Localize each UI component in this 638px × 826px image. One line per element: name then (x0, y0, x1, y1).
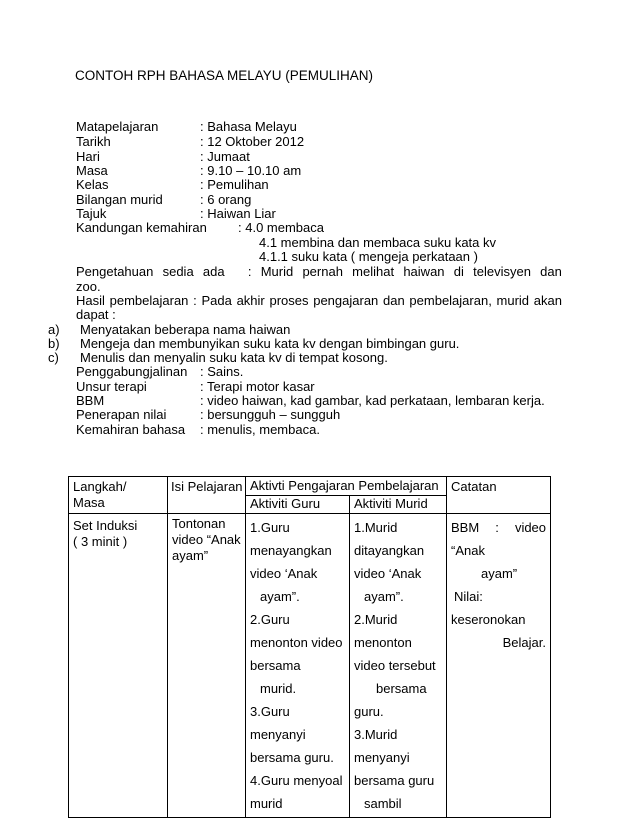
word: akan (533, 293, 562, 308)
word: : (193, 293, 197, 308)
info-label-unsur-terapi: Unsur terapi (76, 379, 147, 394)
word: : (495, 520, 499, 535)
info-label-penerapan-nilai: Penerapan nilai (76, 407, 167, 422)
word: haiwan (403, 264, 445, 279)
info-label-matapelajaran: Matapelajaran (76, 119, 159, 134)
cell-line: video tersebut (354, 658, 436, 673)
info-label-tarikh: Tarikh (76, 134, 111, 149)
info-label-penggabungjalinan: Penggabungjalinan (76, 364, 188, 379)
kandungan-sub1: 4.1 membina dan membaca suku kata kv (259, 235, 497, 250)
cell-aktiviti-guru (246, 514, 350, 818)
cell-line: “Anak (451, 543, 485, 558)
list-item: Menyatakan beberapa nama haiwan (80, 322, 291, 337)
cell-line: ayam” (172, 548, 209, 563)
word: pembelajaran (109, 293, 189, 308)
info-value-matapelajaran: : Bahasa Melayu (200, 119, 297, 134)
word: video (514, 520, 547, 535)
cell-line: menyanyi (354, 750, 410, 765)
word: Murid (260, 264, 294, 279)
header-langkah-line: Langkah/ (73, 479, 127, 494)
cell-line: video ‘Anak (354, 566, 422, 581)
cell-line: bersama (376, 681, 427, 696)
cell-line: murid (250, 796, 283, 811)
cell-line: sambil (364, 796, 402, 811)
cell-line: Set Induksi (73, 518, 138, 533)
info-value-masa: : 9.10 – 10.10 am (200, 163, 302, 178)
word: pembelajaran, (409, 293, 492, 308)
list-item: Menulis dan menyalin suku kata kv di tempat kosong. (80, 350, 388, 365)
cell-langkah (69, 514, 168, 818)
header-isi: Isi Pelajaran (168, 477, 246, 514)
cell-line: ( 3 minit ) (73, 534, 128, 549)
cell-line: menayangkan (250, 543, 332, 558)
cell-line: video “Anak (172, 532, 241, 547)
word: murid (496, 293, 530, 308)
cell-line: menonton (354, 635, 412, 650)
kandungan-label: Kandungan kemahiran (76, 220, 207, 235)
header-aktiviti: Aktivti Pengajaran Pembelajaran (246, 477, 447, 496)
header-langkah (69, 477, 168, 514)
list-marker: c) (48, 350, 59, 365)
info-label-masa: Masa (76, 163, 108, 178)
cell-catatan (447, 514, 551, 818)
word: melihat (352, 264, 395, 279)
header-langkah-line: Masa (73, 495, 105, 510)
word: pengajaran (313, 293, 379, 308)
word: di (453, 264, 464, 279)
pengetahuan-line (76, 264, 562, 279)
cell-line: 1.Guru (250, 520, 290, 535)
list-item: Mengeja dan membunyikan suku kata kv dengan bimbingan guru. (80, 336, 460, 351)
word: pernah (302, 264, 343, 279)
word: Hasil (76, 293, 105, 308)
cell-line: ditayangkan (354, 543, 425, 558)
cell-line: bersama guru. (250, 750, 334, 765)
cell-line: ayam”. (260, 589, 300, 604)
info-value-unsur-terapi: : Terapi motor kasar (200, 379, 315, 394)
cell-line: bersama (250, 658, 301, 673)
lesson-table (68, 476, 551, 818)
header-aktiviti-murid: Aktiviti Murid (350, 496, 447, 514)
word: Pengetahuan (76, 264, 154, 279)
hasil-line2: dapat : (76, 307, 116, 322)
list-marker: b) (48, 336, 60, 351)
info-value-tajuk: : Haiwan Liar (200, 206, 276, 221)
header-aktiviti-guru: Aktiviti Guru (246, 496, 350, 514)
info-value-bilangan-murid: : 6 orang (200, 192, 252, 207)
table-row (69, 514, 551, 818)
info-value-kemahiran-bahasa: : menulis, membaca. (200, 422, 320, 437)
cell-line: ayam”. (364, 589, 404, 604)
info-label-bilangan-murid: Bilangan murid (76, 192, 163, 207)
cell-line: Belajar. (502, 635, 547, 650)
table-header-row (69, 477, 551, 496)
info-label-kemahiran-bahasa: Kemahiran bahasa (76, 422, 186, 437)
word: dan (540, 264, 562, 279)
word: akhir (236, 293, 265, 308)
info-label-bbm: BBM (76, 393, 105, 408)
info-value-penerapan-nilai: : bersungguh – sungguh (200, 407, 341, 422)
word: proses (269, 293, 309, 308)
cell-line: ayam” (481, 566, 518, 581)
word: sedia (162, 264, 194, 279)
word: Pada (201, 293, 232, 308)
cell-line: keseronokan (451, 612, 526, 627)
info-value-bbm: : video haiwan, kad gambar, kad perkataan, lembaran kerja. (200, 393, 545, 408)
cell-line: bersama guru (354, 773, 435, 788)
cell-line: Tontonan (172, 516, 226, 531)
header-catatan: Catatan (447, 477, 551, 514)
cell-line: 4.Guru menyoal (250, 773, 343, 788)
cell-line: video ‘Anak (250, 566, 318, 581)
cell-line: guru. (354, 704, 384, 719)
cell-line: 2.Murid (354, 612, 398, 627)
cell-isi (168, 514, 246, 818)
kandungan-value: : 4.0 membaca (238, 220, 324, 235)
cell-line: 2.Guru (250, 612, 290, 627)
cell-line: menonton video (250, 635, 343, 650)
cell-line: 3.Murid (354, 727, 398, 742)
info-label-kelas: Kelas (76, 177, 109, 192)
cell-line: menyanyi (250, 727, 306, 742)
cell-line: 3.Guru (250, 704, 290, 719)
pengetahuan-line2: zoo. (76, 279, 101, 294)
cell-line: Nilai: (454, 589, 483, 604)
word: BBM (451, 520, 480, 535)
hasil-line (76, 293, 562, 308)
cell-line (451, 516, 546, 539)
info-label-hari: Hari (76, 149, 100, 164)
cell-line: murid. (260, 681, 297, 696)
cell-line: 1.Murid (354, 520, 398, 535)
info-value-tarikh: : 12 Oktober 2012 (200, 134, 305, 149)
info-value-hari: : Jumaat (200, 149, 250, 164)
info-value-kelas: : Pemulihan (200, 177, 269, 192)
page-title: CONTOH RPH BAHASA MELAYU (PEMULIHAN) (75, 68, 374, 83)
kandungan-sub2: 4.1.1 suku kata ( mengeja perkataan ) (259, 249, 478, 264)
info-value-penggabungjalinan: : Sains. (200, 364, 244, 379)
cell-aktiviti-murid (350, 514, 447, 818)
info-label-tajuk: Tajuk (76, 206, 107, 221)
word: ada (202, 264, 225, 279)
word: dan (383, 293, 405, 308)
word: televisyen (473, 264, 531, 279)
list-marker: a) (48, 322, 60, 337)
word: : (247, 264, 252, 279)
